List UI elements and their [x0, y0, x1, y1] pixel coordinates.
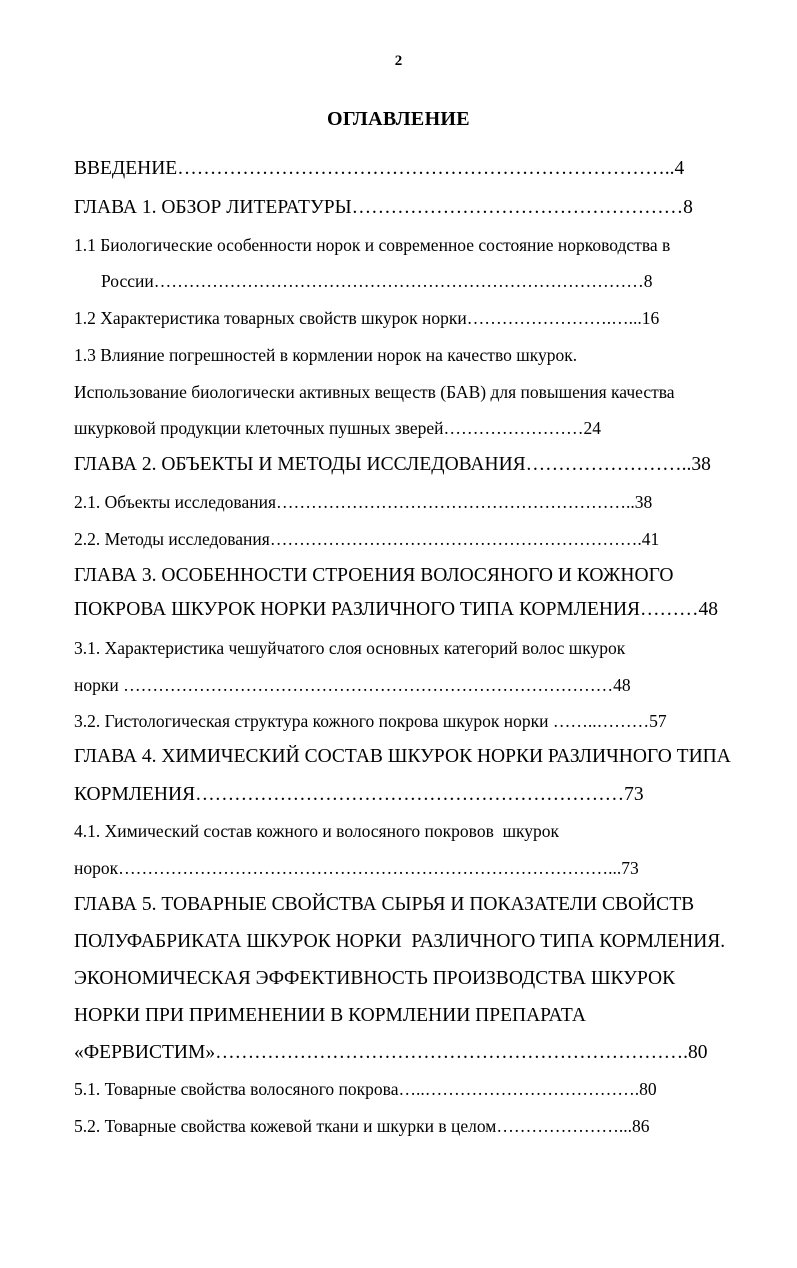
toc-entry-chapter-5-cont3: НОРКИ ПРИ ПРИМЕНЕНИИ В КОРМЛЕНИИ ПРЕПАРАТА	[74, 1005, 586, 1026]
toc-entry-3-1: 3.1. Характеристика чешуйчатого слоя основных категорий волос шкурок	[74, 638, 626, 658]
toc-entry-chapter-5: ГЛАВА 5. ТОВАРНЫЕ СВОЙСТВА СЫРЬЯ И ПОКАЗАТЕЛИ СВОЙСТВ	[74, 894, 695, 915]
toc-entry-1-3: 1.3 Влияние погрешностей в кормлении норок на качество шкурок.	[74, 345, 578, 365]
toc-entry-chapter-3: ГЛАВА 3. ОСОБЕННОСТИ СТРОЕНИЯ ВОЛОСЯНОГО И КОЖНОГО	[74, 565, 674, 586]
toc-entry-introduction: ВВЕДЕНИЕ…………………………………………………………………..4	[74, 158, 685, 179]
toc-entry-2-1: 2.1. Объекты исследования……………………………………………………..38	[74, 492, 653, 512]
toc-entry-chapter-3-cont: ПОКРОВА ШКУРОК НОРКИ РАЗЛИЧНОГО ТИПА КОРМЛЕНИЯ………48	[74, 599, 719, 620]
toc-entry-5-1: 5.1. Товарные свойства волосяного покрова…..……………………………….80	[74, 1079, 657, 1099]
toc-entry-1-1-cont: России…………………………………………………………………………8	[101, 271, 653, 291]
toc-entry-chapter-5-cont4: «ФЕРВИСТИМ»……………………………………………………………….80	[74, 1042, 708, 1063]
toc-entry-4-1: 4.1. Химический состав кожного и волосяного покровов шкурок	[74, 821, 560, 841]
toc-entry-4-1-cont: норок…………………………………………………………………………...73	[74, 858, 639, 878]
toc-entry-3-2: 3.2. Гистологическая структура кожного покрова шкурок норки ……..………57	[74, 711, 667, 731]
toc-entry-5-2: 5.2. Товарные свойства кожевой ткани и шкурки в целом…………………...86	[74, 1116, 650, 1136]
toc-entry-1-1: 1.1 Биологические особенности норок и современное состояние норководства в	[74, 235, 671, 255]
toc-entry-chapter-4-cont: КОРМЛЕНИЯ…………………………………………………………73	[74, 784, 644, 805]
toc-entry-3-1-cont: норки …………………………………………………………………………48	[74, 675, 631, 695]
toc-entry-chapter-1: ГЛАВА 1. ОБЗОР ЛИТЕРАТУРЫ……………………………………………8	[74, 197, 693, 218]
toc-entry-1-2: 1.2 Характеристика товарных свойств шкурок норки…………………….…...16	[74, 308, 660, 328]
toc-title: ОГЛАВЛЕНИЕ	[327, 108, 470, 130]
toc-entry-chapter-5-cont: ПОЛУФАБРИКАТА ШКУРОК НОРКИ РАЗЛИЧНОГО ТИПА КОРМЛЕНИЯ.	[74, 931, 726, 952]
toc-entry-2-2: 2.2. Методы исследования……………………………………………………….41	[74, 529, 660, 549]
toc-entry-chapter-5-cont2: ЭКОНОМИЧЕСКАЯ ЭФФЕКТИВНОСТЬ ПРОИЗВОДСТВА ШКУРОК	[74, 968, 676, 989]
toc-entry-1-3-cont2: шкурковой продукции клеточных пушных зверей……………………24	[74, 418, 602, 438]
page-number: 2	[394, 53, 403, 69]
toc-entry-1-3-cont: Использование биологически активных веществ (БАВ) для повышения качества	[74, 382, 675, 402]
toc-entry-chapter-2: ГЛАВА 2. ОБЪЕКТЫ И МЕТОДЫ ИССЛЕДОВАНИЯ……………………..38	[74, 454, 711, 475]
toc-entry-chapter-4: ГЛАВА 4. ХИМИЧЕСКИЙ СОСТАВ ШКУРОК НОРКИ РАЗЛИЧНОГО ТИПА	[74, 746, 731, 767]
